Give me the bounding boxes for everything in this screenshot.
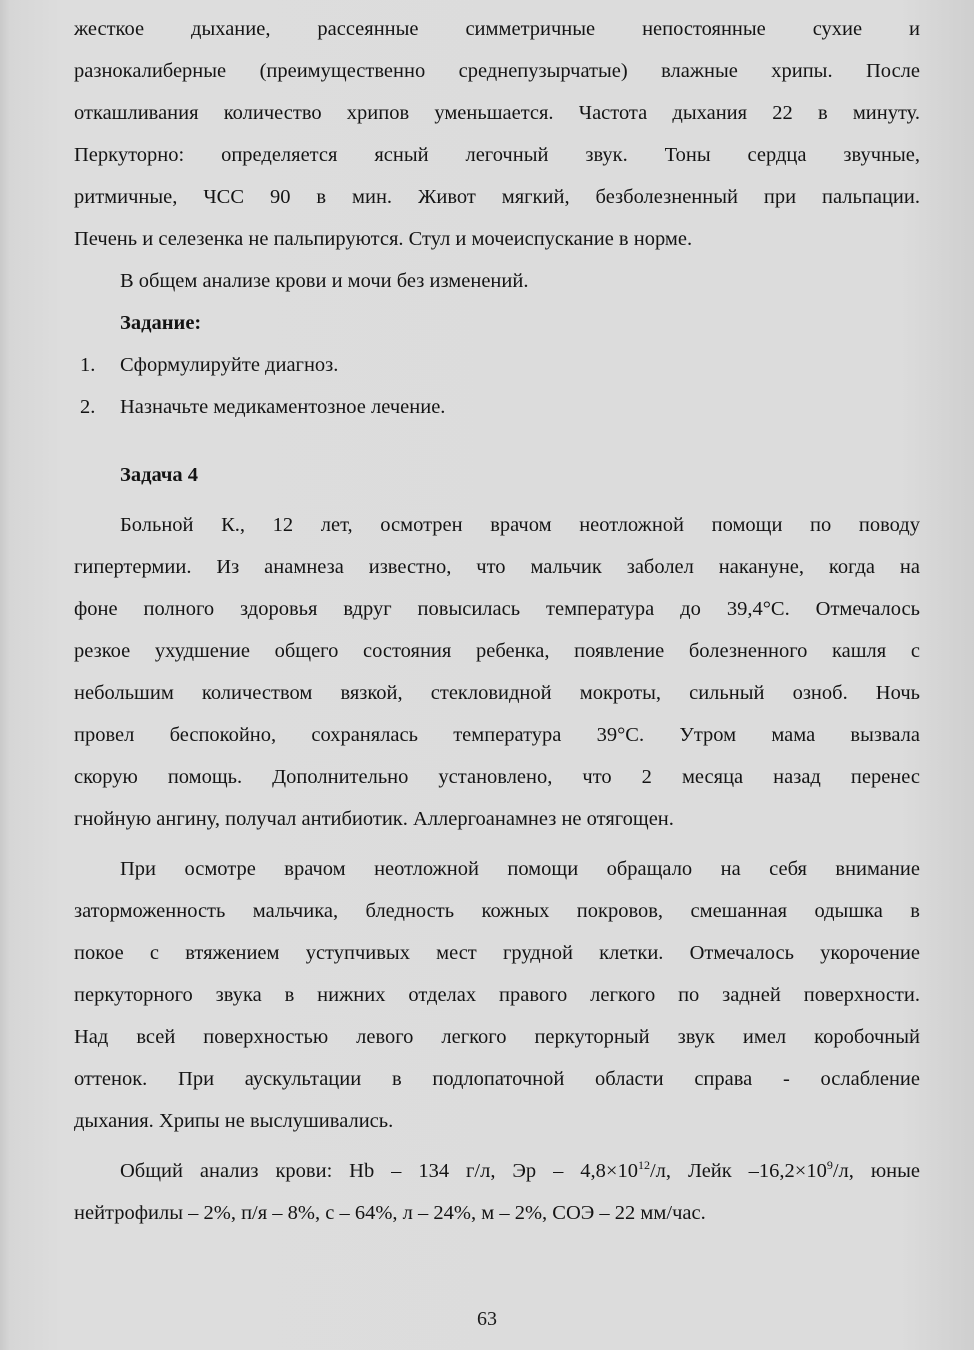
text-line: Перкуторно: определяется ясный легочный звук. Тоны сердца звучные, [74,144,920,166]
blood-test-part: /л, юные [832,1160,920,1182]
text-line: покое с втяжением уступчивых мест грудной клетки. Отмечалось укорочение [74,942,920,964]
text-line: оттенок. При аускультации в подлопаточной области справа - ослабление [74,1068,920,1090]
document-body [74,8,920,1234]
exponent: 12 [637,1158,650,1172]
text-line: гнойную ангину, получал антибиотик. Аллергоанамнез не отягощен. [74,808,674,830]
paragraph-blood-test [74,1150,920,1234]
text-line: заторможенность мальчика, бледность кожных покровов, смешанная одышка в [74,900,920,922]
text-line: резкое ухудшение общего состояния ребенка, появление болезненного кашля с [74,640,920,662]
exponent: 9 [826,1158,833,1172]
paragraph-anamnesis [74,504,920,840]
text-line [74,1150,920,1192]
blood-test-part: /л, Лейк –16,2×10 [649,1160,827,1182]
text-line: перкуторного звука в нижних отделах правого легкого по задней поверхности. [74,984,920,1006]
list-item [74,344,920,386]
list-item-number: 1. [80,354,96,376]
text-line: жесткое дыхание, рассеянные симметричные непостоянные сухие и [74,18,920,40]
text-line: При осмотре врачом неотложной помощи обращало на себя внимание [120,858,920,880]
text-line: дыхания. Хрипы не выслушивались. [74,1110,394,1132]
text-line: Печень и селезенка не пальпируются. Стул и мочеиспускание в норме. [74,228,693,250]
list-item-text: Назначьте медикаментозное лечение. [120,396,446,418]
blood-test-part: Общий анализ крови: Hb – 134 г/л, Эр – 4,8×10 [120,1160,638,1182]
text-line: Больной К., 12 лет, осмотрен врачом неотложной помощи по поводу [120,514,920,536]
list-item-text: Сформулируйте диагноз. [120,354,339,376]
text-line: скорую помощь. Дополнительно установлено, что 2 месяца назад перенес [74,766,920,788]
paragraph-examination [74,848,920,1142]
text-line: откашливания количество хрипов уменьшается. Частота дыхания 22 в минуту. [74,102,920,124]
text-line: Над всей поверхностью левого легкого перкуторный звук имел коробочный [74,1026,920,1048]
text-line: ритмичные, ЧСС 90 в мин. Живот мягкий, безболезненный при пальпации. [74,186,920,208]
task-list [74,344,920,428]
text-line: небольшим количеством вязкой, стекловидной мокроты, сильный озноб. Ночь [74,682,920,704]
paragraph-lab-summary: В общем анализе крови и мочи без изменений. [120,270,529,292]
text-line: разнокалиберные (преимущественно среднепузырчатые) влажные хрипы. После [74,60,920,82]
paragraph-exam-findings [74,8,920,260]
text-line: фоне полного здоровья вдруг повысилась температура до 39,4°С. Отмечалось [74,598,920,620]
list-item-number: 2. [80,396,96,418]
text-line: гипертермии. Из анамнеза известно, что мальчик заболел накануне, когда на [74,556,920,578]
page-number: 63 [477,1308,497,1330]
text-line: провел беспокойно, сохранялась температура 39°С. Утром мама вызвала [74,724,920,746]
task-heading: Задание: [120,312,202,334]
problem-heading: Задача 4 [120,464,199,486]
text-line: нейтрофилы – 2%, п/я – 8%, с – 64%, л – 24%, м – 2%, СОЭ – 22 мм/час. [74,1202,706,1224]
list-item [74,386,920,428]
